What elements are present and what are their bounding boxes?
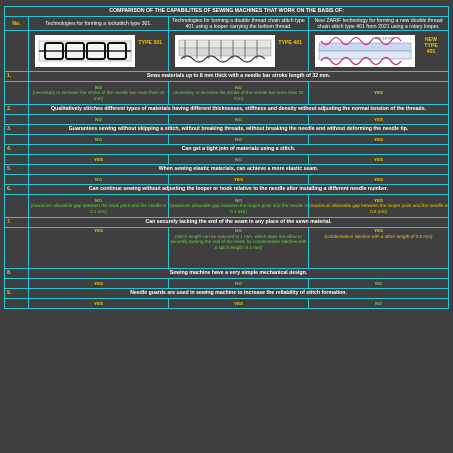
answer-value: NO (235, 197, 242, 203)
answer-cell-c3 (309, 82, 449, 105)
image-cell-new-401 (309, 31, 449, 72)
answer-value: NO (235, 116, 242, 122)
criterion-row (5, 289, 449, 299)
answer-value: NO (95, 197, 102, 203)
answer-row (5, 195, 449, 218)
criterion-text: Can get a tight join of materials using a stitch. (29, 145, 449, 155)
answer-cell-c2 (169, 195, 309, 218)
criteria-body (5, 72, 449, 309)
header-no: No. (5, 17, 29, 31)
answer-cell-c2 (169, 115, 309, 125)
header-lockstitch-301: Technologies for forming a lockstitch type 301. (29, 17, 169, 31)
image-cell-401 (169, 31, 309, 72)
answer-row (5, 299, 449, 309)
answer-row-index (5, 82, 29, 105)
criterion-row (5, 218, 449, 228)
answer-cell-c3 (309, 115, 449, 125)
row-number: 3. (5, 125, 29, 135)
answer-row-index (5, 299, 29, 309)
answer-value: NO (95, 176, 102, 182)
answer-note: necessary to increase the stroke of the needle bar more than 32 mm) (173, 90, 304, 101)
row-number: 1. (5, 72, 29, 82)
answer-cell-c1 (29, 228, 169, 269)
answer-value: NO (95, 116, 102, 122)
criterion-text: Can continue sewing without adjusting the looper or hook relative to the needle after installing a different needle number. (29, 185, 449, 195)
stitch-301-diagram (35, 35, 135, 67)
answer-value: NO (375, 300, 382, 306)
answer-value: YES (93, 280, 104, 286)
answer-value: YES (233, 176, 244, 182)
answer-cell-c3 (309, 279, 449, 289)
answer-cell-c2 (169, 175, 309, 185)
answer-cell-c1 (29, 115, 169, 125)
answer-note: (necessary to increase the stroke of the needle bar more than 32 mm) (32, 90, 165, 101)
criterion-row (5, 165, 449, 175)
criterion-row (5, 269, 449, 279)
answer-row-index (5, 155, 29, 165)
image-cell-301 (29, 31, 169, 72)
criterion-text: When sewing elastic materials, can achieve a more elastic seam. (29, 165, 449, 175)
criterion-text: Sewing machine have a very simple mechanical design. (29, 269, 449, 279)
criterion-row (5, 72, 449, 82)
answer-note: (maximum allowable gap between the hook point and the needle is 0.1 mm) (30, 203, 167, 214)
criterion-row (5, 125, 449, 135)
answer-cell-c1 (29, 155, 169, 165)
answer-value: NO (235, 84, 242, 90)
svg-text:min. 0.5 mm: min. 0.5 mm (375, 36, 394, 41)
criterion-text: Guarantees sewing without skipping a stitch, without breaking threads, without breaking the needle and without deforming the needle tip. (29, 125, 449, 135)
answer-cell-c2 (169, 82, 309, 105)
answer-cell-c3 (309, 135, 449, 145)
answer-value: NO (235, 156, 242, 162)
criterion-text: Can securely tacking the end of the seam in any place of the sewn material. (29, 218, 449, 228)
answer-cell-c2 (169, 135, 309, 145)
answer-value: YES (93, 228, 104, 233)
criterion-row (5, 145, 449, 155)
answer-row-index (5, 279, 29, 289)
answer-cell-c2 (169, 279, 309, 289)
answer-value: YES (373, 90, 384, 96)
header-chainstitch-401: Technologies for forming a double thread chain stitch type 401 using a looper carrying the bottom thread. (169, 17, 309, 31)
stitch-new-401-diagram (315, 35, 415, 67)
criterion-text: Needle guards are used in sewing machine to increase the reliability of stitch formation. (29, 289, 449, 299)
type-401-label: TYPE 401 (278, 40, 302, 46)
answer-note: (maximum allowable gap between the looper point and the needle is 0.5 mm) (309, 203, 448, 214)
answer-value: NO (235, 280, 242, 286)
answer-value: YES (373, 136, 384, 142)
new-type-401-label: NEW TYPE 401 (424, 37, 438, 55)
answer-row (5, 115, 449, 125)
answer-row-index (5, 115, 29, 125)
answer-value: NO (235, 228, 242, 233)
header-zarif-401: New ZARIF technology for forming a new double thread chain stitch type 401 from 2021 using a rotary looper. (309, 17, 449, 31)
answer-value: NO (95, 136, 102, 142)
answer-note: (maximum allowable gap between the looper point and the needle is 0.1 mm) (169, 203, 308, 214)
criterion-row (5, 105, 449, 115)
answer-cell-c3 (309, 155, 449, 165)
answer-cell-c1 (29, 195, 169, 218)
answer-note: (condensation stitches with a stitch length of 0.5 mm) (324, 233, 433, 239)
stitch-401-diagram (175, 35, 275, 67)
answer-value: YES (93, 300, 104, 306)
answer-cell-c3 (309, 175, 449, 185)
answer-row-index (5, 195, 29, 218)
row-number: 9. (5, 289, 29, 299)
criterion-text: Sews materials up to 8 mm thick with a needle bar stroke length of 32 mm. (29, 72, 449, 82)
answer-cell-c3 (309, 195, 449, 218)
row-number: 7. (5, 218, 29, 228)
answer-cell-c1 (29, 279, 169, 289)
table-title: COMPARISON OF THE CAPABILITIES OF SEWING MACHINES THAT WORK ON THE BASIS OF: (5, 7, 449, 17)
answer-value: YES (93, 156, 104, 162)
answer-cell-c1 (29, 135, 169, 145)
criterion-row (5, 185, 449, 195)
answer-value: NO (375, 280, 382, 286)
row-number: 5. (5, 165, 29, 175)
answer-value: YES (373, 197, 384, 203)
answer-row (5, 82, 449, 105)
answer-value: YES (373, 228, 384, 233)
comparison-sheet (4, 6, 448, 438)
comparison-table (4, 6, 449, 309)
answer-cell-c2 (169, 155, 309, 165)
image-row-index (5, 31, 29, 72)
answer-row-index (5, 228, 29, 269)
answer-note: (stitch length can be reduced to 1 mm, which does not allow to securely tacking the end of the seam by condensation stitches with a stitch length of 1 mm) (170, 233, 307, 250)
answer-row (5, 155, 449, 165)
answer-row-index (5, 175, 29, 185)
answer-row (5, 279, 449, 289)
answer-cell-c2 (169, 228, 309, 269)
criterion-text: Qualitatively stitches different types of materials having different thicknesses, stiffness and density without adjusting the normal tension of the threads. (29, 105, 449, 115)
answer-row (5, 175, 449, 185)
row-number: 8. (5, 269, 29, 279)
answer-cell-c2 (169, 299, 309, 309)
row-number: 6. (5, 185, 29, 195)
answer-value: YES (373, 116, 384, 122)
answer-value: NO (235, 136, 242, 142)
row-number: 4. (5, 145, 29, 155)
answer-cell-c3 (309, 228, 449, 269)
type-301-label: TYPE 301 (138, 40, 162, 46)
answer-cell-c1 (29, 175, 169, 185)
answer-value: NO (95, 84, 102, 90)
answer-row-index (5, 135, 29, 145)
answer-cell-c3 (309, 299, 449, 309)
row-number: 2. (5, 105, 29, 115)
answer-value: YES (373, 156, 384, 162)
answer-value: YES (373, 176, 384, 182)
answer-row (5, 228, 449, 269)
answer-cell-c1 (29, 299, 169, 309)
answer-value: YES (233, 300, 244, 306)
answer-cell-c1 (29, 82, 169, 105)
answer-row (5, 135, 449, 145)
